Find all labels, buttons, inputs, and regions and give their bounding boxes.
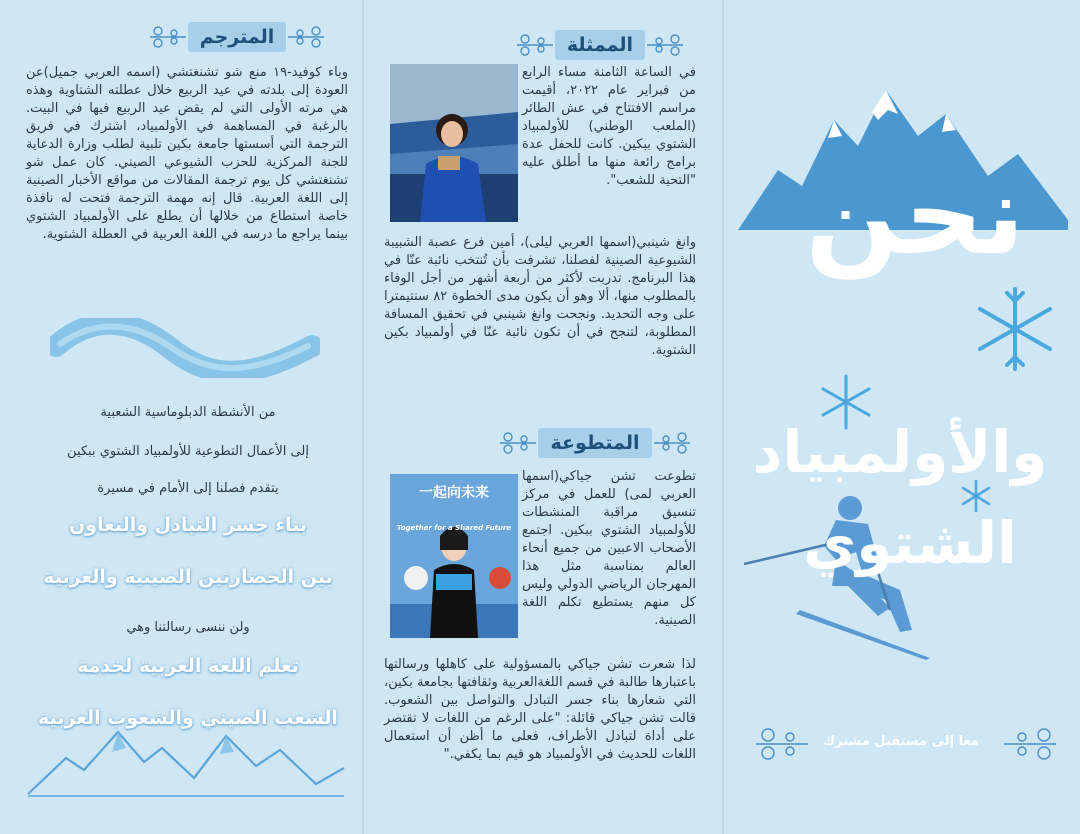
banner-text: 一起向未来 <box>419 485 489 501</box>
translator-panel <box>22 0 354 834</box>
mountain-outline-icon <box>26 718 346 798</box>
fold-line-right <box>722 0 724 834</box>
cover-title-1: نحن <box>805 151 1025 279</box>
representative-para-1: في الساعة الثامنة مساء الرابع من فبراير عام ٢٠٢٢، أقيمت مراسم الافتتاح في عش الطائر (الملعب الوطني) للأولمبياد الشتوي ببكين. كانت للحفل عدة برامج رائعة منها ما أطلق عليه "التحية للشعب". <box>522 65 696 188</box>
cover-title-2: والأولمبياد <box>752 418 1048 486</box>
banner-subtext: Together for a Shared Future <box>396 524 512 532</box>
ornament-icon <box>652 430 692 456</box>
bold-line-1: بناء جسر التبادل والتعاون <box>68 514 308 536</box>
ornament-icon <box>498 430 538 456</box>
volunteer-para-2: لذا شعرت تشن جياكي بالمسؤولية على كاهلها ورسالتها باعتبارها طالبة في قسم اللغةالعربية وثقافتها بجامعة بكين، التي شعارها بناء جسر التبادل والتواصل بين الشعوب. قالت تشن جياكي قائلة: "على الرغم من اللغات لا تقتصر على أداة لتبادل الأطراف، فعلى ما أظن أن استعمال اللغات للحديث في الأولمبياد هو قيم بما يكفي." <box>384 657 696 762</box>
representative-photo <box>390 64 518 222</box>
cover-slogan: معا إلى مستقبل مشترك <box>823 734 979 749</box>
representative-heading-label: الممثلة <box>555 30 645 60</box>
bold-line-2: بين الحضارتين الصينية والعربية <box>43 566 333 588</box>
fold-line-left <box>362 0 364 834</box>
representative-panel <box>380 0 700 834</box>
volunteer-heading <box>490 428 700 458</box>
text-line-3: يتقدم فصلنا إلى الأمام في مسيرة <box>97 481 279 496</box>
ornament-icon <box>286 24 326 50</box>
translator-heading-label: المترجم <box>188 22 287 52</box>
ornament-icon <box>148 24 188 50</box>
snowflake-icon <box>970 284 1060 374</box>
cover-title-3: الشتوي <box>803 509 1017 577</box>
volunteer-para-1: تطوعت تشن جياكي(اسمها العربي لمى) للعمل في مركز تنسيق مراقبة المنشطات للأولمبياد الشتوي ببكين. اجتمع الأصحاب الاعبين من جميع أنحاء العالم بمناسبة مثل هذا المهرجان الرياضي الدولي وليس كل منهم يستطيع تكلم اللغة الصينية. <box>522 469 696 628</box>
translator-heading <box>132 22 342 52</box>
text-line-1: من الأنشطة الدبلوماسية الشعبية <box>100 405 276 420</box>
ornament-icon <box>1000 724 1060 764</box>
volunteer-photo <box>390 474 518 638</box>
ornament-icon <box>752 724 812 764</box>
volunteer-heading-label: المتطوعة <box>538 428 651 458</box>
ornament-icon <box>515 32 555 58</box>
text-line-4: ولن ننسى رسالتنا وهي <box>126 620 250 635</box>
bold-line-3: تعلم اللغة العربية لخدمة <box>77 655 299 677</box>
cover-panel <box>730 0 1080 834</box>
representative-para-2: وانغ شينبي(اسمها العربي ليلى)، أمين فرع عصبة الشبيبة الشيوعية الصينية لفصلنا، تشرفت بأن تُنتخب نائبة عنّا في هذا البرنامج. تدربت لأكثر من أربعة أشهر من أجل الوفاء بالمطلوب منها، ألا وهو أن يكون مدى الخطوة ٨٢ سنتيمترا على وجه التحديد. ونجحت وانغ شينبي في تحقيق المسافة المطلوبة، لتنجح في أن تكون نائبة عنّا في أولمبياد بكين الشتوية. <box>384 235 696 358</box>
brush-wave-icon <box>50 318 320 378</box>
translator-paragraph: وباء كوفيد-١٩ منع شو تشنغتشي (اسمه العربي جميل)عن العودة إلى بلدته في عيد الربيع خلال عطلته الشتاوية وهذه هي مرته الأولى التي لم يقض عيد الربيع فيها في البيت. بالرغبة في المساهمة في الأولمبياد، اشترك في فريق الترجمة التي أسستها جامعة بكين تلبية لطلب وزارة الدعاية للجنة المركزية للحزب الشيوعي الصيني. كان عمل شو تشنغتشي كل يوم ترجمة المقالات من مواقع الأخبار الصينية إلى اللغة العربية. قال إنه مهمة الترجمة فتحت له نافذة خاصة استطاع من خلالها أن يطلع على الأولمبياد الشتوي بينما يراجع ما درسه في اللغة العربية في العطلة الشتوية. <box>26 65 348 242</box>
representative-heading <box>500 30 700 60</box>
ornament-icon <box>645 32 685 58</box>
bold-line-4: الشعب الصيني والشعوب العربية <box>38 707 338 729</box>
text-line-2: إلى الأعمال التطوعية للأولمبياد الشتوي ببكين <box>67 444 309 459</box>
